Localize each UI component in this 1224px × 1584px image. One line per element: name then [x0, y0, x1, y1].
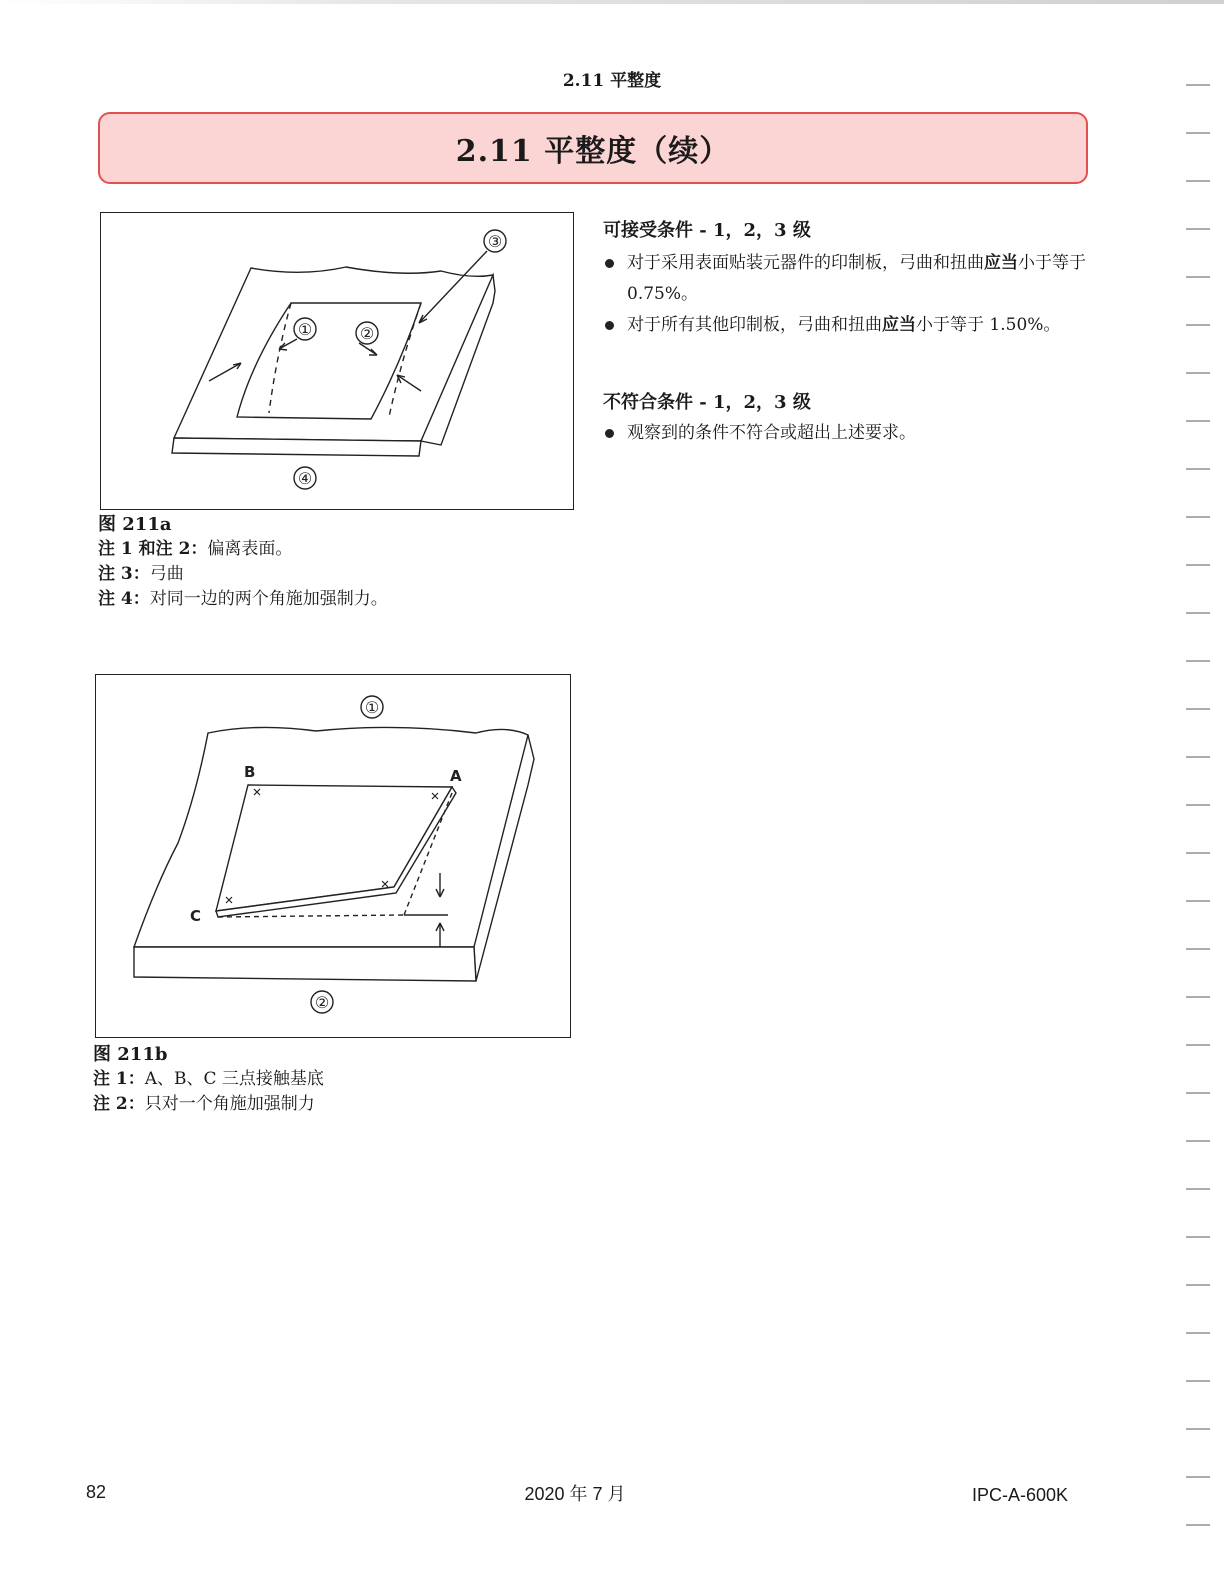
figure-211a — [100, 212, 574, 510]
svg-text:②: ② — [314, 993, 330, 1012]
point-a-label: A — [450, 767, 462, 785]
figure-211a-note: 注 4：对同一边的两个角施加强制力。 — [98, 589, 388, 609]
svg-text:④: ④ — [297, 469, 313, 488]
document-id: IPC-A-600K — [972, 1485, 1069, 1505]
point-c-label: C — [190, 907, 202, 925]
nonconforming-heading: 不符合条件 - 1，2，3 级 — [603, 392, 811, 413]
figure-211b-note: 注 1：A、B、C 三点接触基底 — [93, 1069, 324, 1089]
figure-211b-title: 图 211b — [93, 1044, 168, 1065]
acceptable-heading: 可接受条件 - 1，2，3 级 — [603, 220, 811, 241]
figure-211a-title: 图 211a — [98, 514, 172, 535]
callout-4 — [294, 467, 316, 489]
figure-211b-note: 注 2：只对一个角施加强制力 — [93, 1094, 315, 1114]
list-item: 对于所有其他印制板，弓曲和扭曲应当小于等于 1.50%。 — [603, 310, 1093, 341]
figure-211a-caption — [98, 512, 568, 612]
list-item: 观察到的条件不符合或超出上述要求。 — [603, 418, 1093, 449]
footer-date: 2020 年 7 月 — [524, 1484, 626, 1504]
list-item: 对于采用表面贴装元器件的印制板，弓曲和扭曲应当小于等于 0.75%。 — [603, 248, 1093, 310]
svg-text:③: ③ — [487, 232, 503, 251]
callout-1 — [361, 696, 383, 718]
figure-211b — [95, 674, 571, 1038]
nonconforming-list — [603, 418, 1093, 449]
page-number: 82 — [86, 1482, 107, 1502]
acceptable-section — [603, 216, 1093, 341]
binder-hole-marks — [1186, 40, 1210, 1550]
section-title-banner — [98, 112, 1088, 184]
svg-text:①: ① — [297, 320, 313, 339]
svg-text:②: ② — [359, 324, 375, 343]
figure-211a-note: 注 1 和注 2：偏离表面。 — [98, 539, 293, 559]
running-head: 2.11 平整度 — [562, 71, 662, 91]
figure-211a-drawing — [101, 213, 572, 508]
acceptable-list — [603, 248, 1093, 341]
section-title: 2.11 平整度（续） — [455, 134, 731, 169]
figure-211b-drawing — [96, 675, 569, 1036]
top-edge-shadow — [0, 0, 1224, 4]
point-b-label: B — [244, 763, 256, 781]
callout-2 — [311, 991, 333, 1013]
nonconforming-section — [603, 388, 1093, 449]
svg-text:①: ① — [364, 698, 380, 717]
figure-211a-note: 注 3：弓曲 — [98, 564, 184, 584]
figure-211b-caption — [93, 1042, 563, 1117]
